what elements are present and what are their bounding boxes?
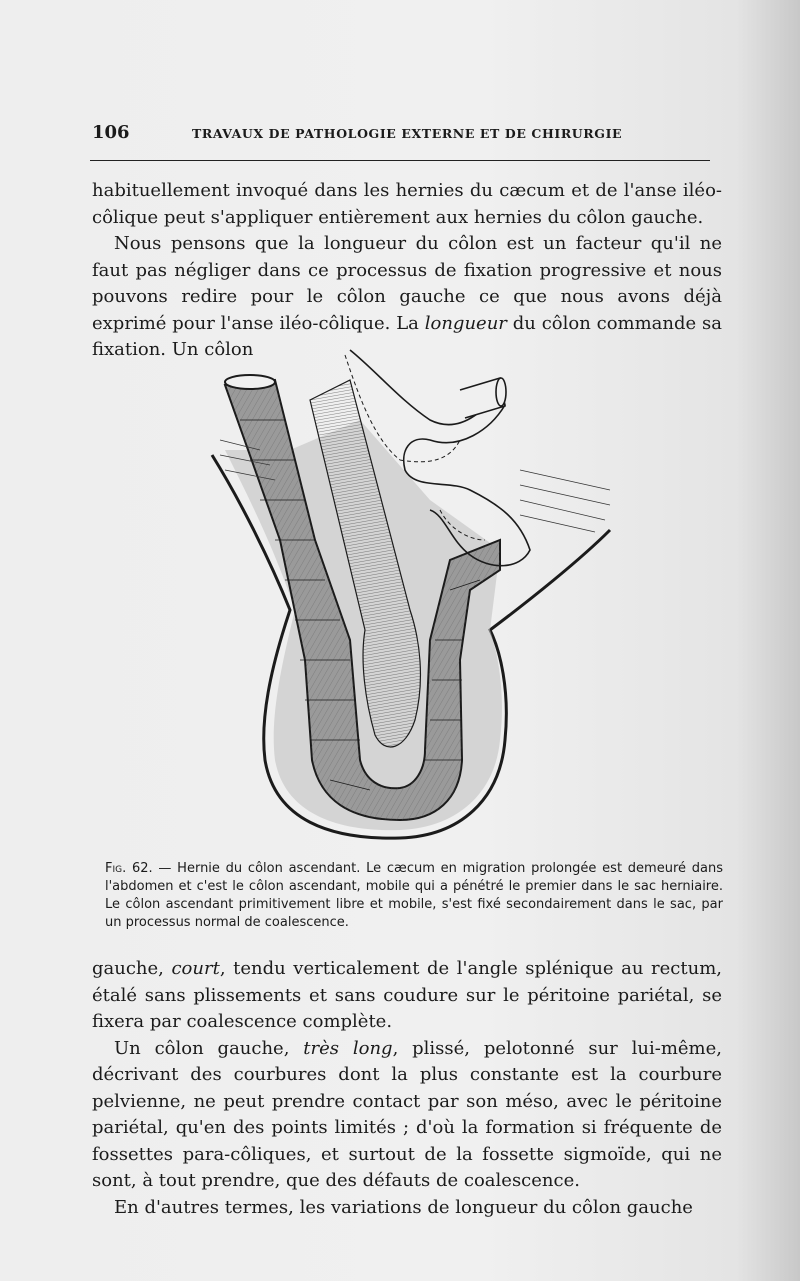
paragraph-3-italic: court — [171, 958, 220, 979]
running-head: TRAVAUX DE PATHOLOGIE EXTERNE ET DE CHIRURGIE — [192, 126, 623, 141]
paragraph-5: En d'autres termes, les variations de longueur du côlon gauche — [114, 1196, 693, 1218]
paragraph-3 — [92, 956, 722, 1036]
body-text-top — [92, 178, 722, 364]
figure-caption-text: — Hernie du côlon ascendant. Le cæcum en migration prolongée est demeuré dans l'abdomen et c'est le côlon ascendant, mobile qui a pénétré le premier dans le sac herniaire. Le côlon ascendant primitivement libre et mobile, s'est fixé secondairement dans le sac, par un processus normal de coalescence. — [105, 861, 723, 930]
paragraph-4-text-a: Un côlon gauche, — [114, 1037, 304, 1059]
paragraph-4-italic: très long — [303, 1037, 393, 1059]
header-rule — [90, 160, 710, 161]
figure-caption — [105, 860, 723, 932]
body-text-bottom — [92, 956, 722, 1221]
paragraph-1: habituellement invoqué dans les hernies du cæcum et de l'anse iléo-côlique peut s'appliquer entièrement aux hernies du côlon gauche. — [92, 180, 722, 228]
paragraph-4 — [92, 1036, 722, 1195]
paragraph-2-italic: longueur — [424, 312, 507, 334]
paragraph-2-text-b: du côlon commande sa fixation. Un côlon — [92, 312, 722, 360]
paragraph-3-text-a: gauche, — [92, 958, 172, 979]
paragraph-4-text-b: , plissé, pelotonné sur lui-même, décrivant des courbures dont la plus constante est la courbure pelvienne, ne peut prendre contact par son méso, avec le péritoine pariétal, qu'en des points limités ; d'où la formation si fréquente de fossettes para-côliques, et surtout de la fossette sigmoïde, qui ne sont, à tout prendre, que des défauts de coalescence. — [92, 1037, 722, 1191]
page-header — [92, 122, 720, 146]
figure-label: Fig. 62. — [105, 861, 153, 876]
colon-opening — [225, 375, 275, 389]
paragraph-3-text-b: , tendu verticalement de l'angle splénique au rectum, étalé sans plissements et sans coudure sur le péritoine pariétal, se fixera par coalescence complète. — [92, 958, 722, 1032]
paragraph-2-text-a: Nous pensons que la longueur du côlon est un facteur qu'il ne faut pas négliger dans ce processus de fixation progressive et nous pouvons redire pour le côlon gauche ce que nous avons déjà exprimé pour l'anse iléo-côlique. La — [92, 233, 722, 334]
hernia-illustration — [200, 340, 620, 850]
page-number: 106 — [92, 122, 130, 143]
